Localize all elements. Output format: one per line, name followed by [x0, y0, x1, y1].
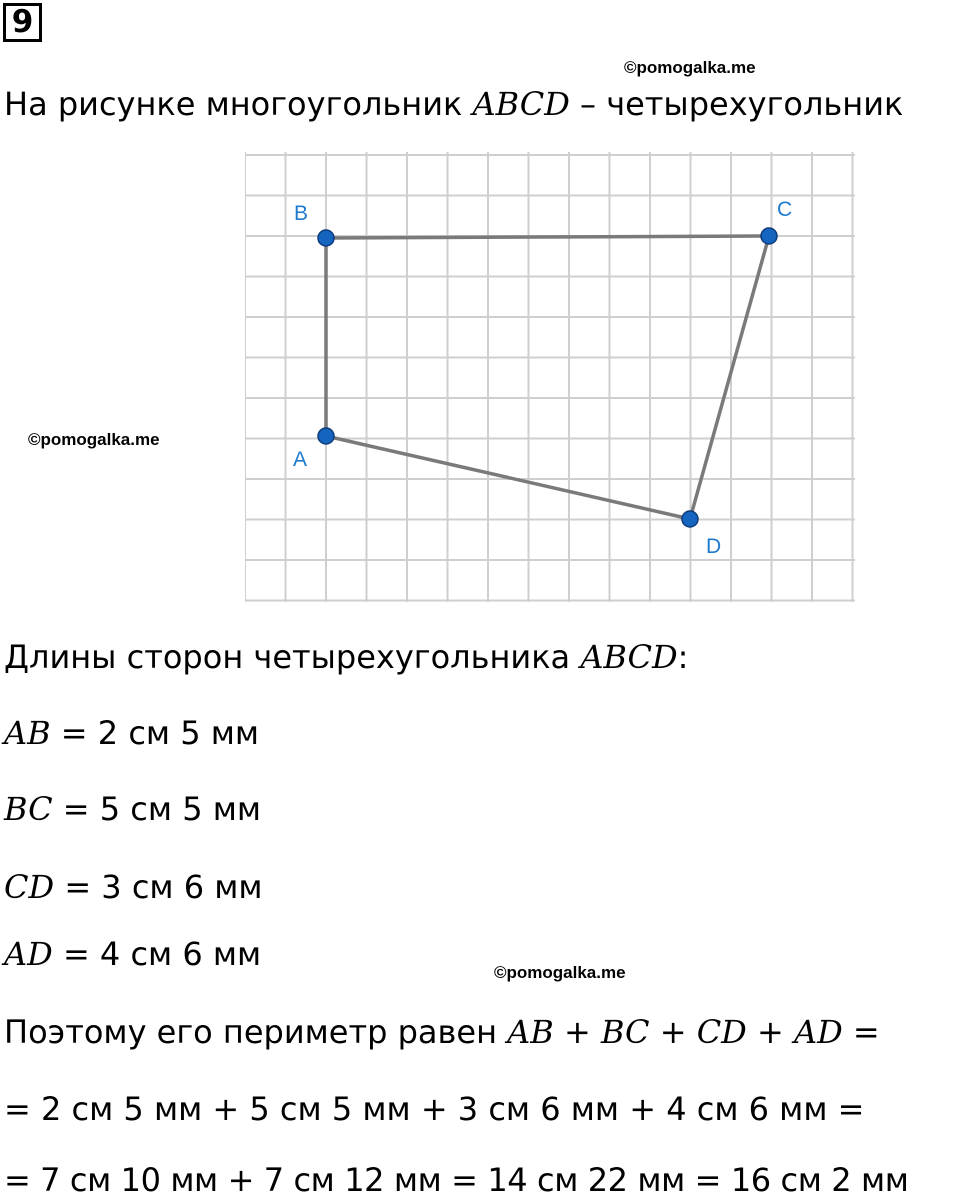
side-ad-name: AD	[4, 935, 53, 973]
edge-bc	[326, 236, 769, 238]
edge-da	[326, 436, 690, 519]
sides-heading-suffix: :	[677, 638, 689, 676]
side-bc-name: BC	[4, 790, 53, 828]
label-a: A	[293, 448, 308, 471]
label-c: C	[777, 198, 793, 221]
calculation-line-1: = 2 см 5 мм + 5 см 5 мм + 3 см 6 мм + 4 см 6 мм =	[4, 1090, 865, 1128]
perimeter-sentence	[4, 1012, 880, 1052]
label-b: B	[294, 202, 309, 225]
perimeter-term-cd: CD	[696, 1013, 747, 1051]
quadrilateral-vertices	[318, 228, 777, 527]
intro-label: На рисунке многоугольник	[4, 85, 473, 123]
side-ad	[4, 934, 261, 974]
vertex-c	[761, 228, 777, 244]
intro-math: ABCD	[472, 85, 570, 123]
watermark-middle: ©pomogalka.me	[28, 430, 160, 449]
side-ab-value: = 2 см 5 мм	[50, 714, 260, 752]
vertex-b	[318, 230, 334, 246]
sides-heading-math: ABCD	[580, 638, 678, 676]
perimeter-equals: =	[842, 1013, 880, 1051]
sides-heading-label: Длины сторон четырехугольника	[4, 638, 581, 676]
side-bc	[4, 789, 261, 829]
vertex-d	[682, 511, 698, 527]
intro-text	[4, 84, 903, 124]
edge-cd	[690, 236, 769, 519]
side-ab-name: AB	[4, 714, 51, 752]
side-ad-value: = 4 см 6 мм	[52, 935, 262, 973]
problem-number-badge: 9	[3, 3, 42, 42]
grid	[245, 152, 855, 602]
quadrilateral-edges	[326, 236, 769, 519]
perimeter-prefix: Поэтому его периметр равен	[4, 1013, 508, 1051]
vertex-labels	[293, 198, 792, 558]
side-cd	[4, 867, 263, 907]
watermark-bottom: ©pomogalka.me	[494, 963, 626, 982]
side-ab	[4, 713, 259, 753]
sides-heading	[4, 637, 688, 677]
calculation-line-2: = 7 см 10 мм + 7 см 12 мм = 14 см 22 мм = 16 см 2 мм	[4, 1161, 909, 1199]
plus-sign: +	[649, 1013, 697, 1051]
label-d: D	[706, 535, 722, 558]
perimeter-term-ab: AB	[507, 1013, 554, 1051]
quadrilateral-figure	[245, 152, 855, 602]
side-cd-value: = 3 см 6 мм	[54, 868, 263, 906]
plus-sign: +	[553, 1013, 601, 1051]
perimeter-term-bc: BC	[600, 1013, 650, 1051]
vertex-a	[318, 428, 334, 444]
intro-suffix: – четырехугольник	[569, 85, 904, 123]
watermark-top: ©pomogalka.me	[624, 58, 756, 77]
plus-sign: +	[746, 1013, 794, 1051]
side-cd-name: CD	[4, 868, 55, 906]
side-bc-value: = 5 см 5 мм	[52, 790, 261, 828]
perimeter-term-ad: AD	[793, 1013, 843, 1051]
